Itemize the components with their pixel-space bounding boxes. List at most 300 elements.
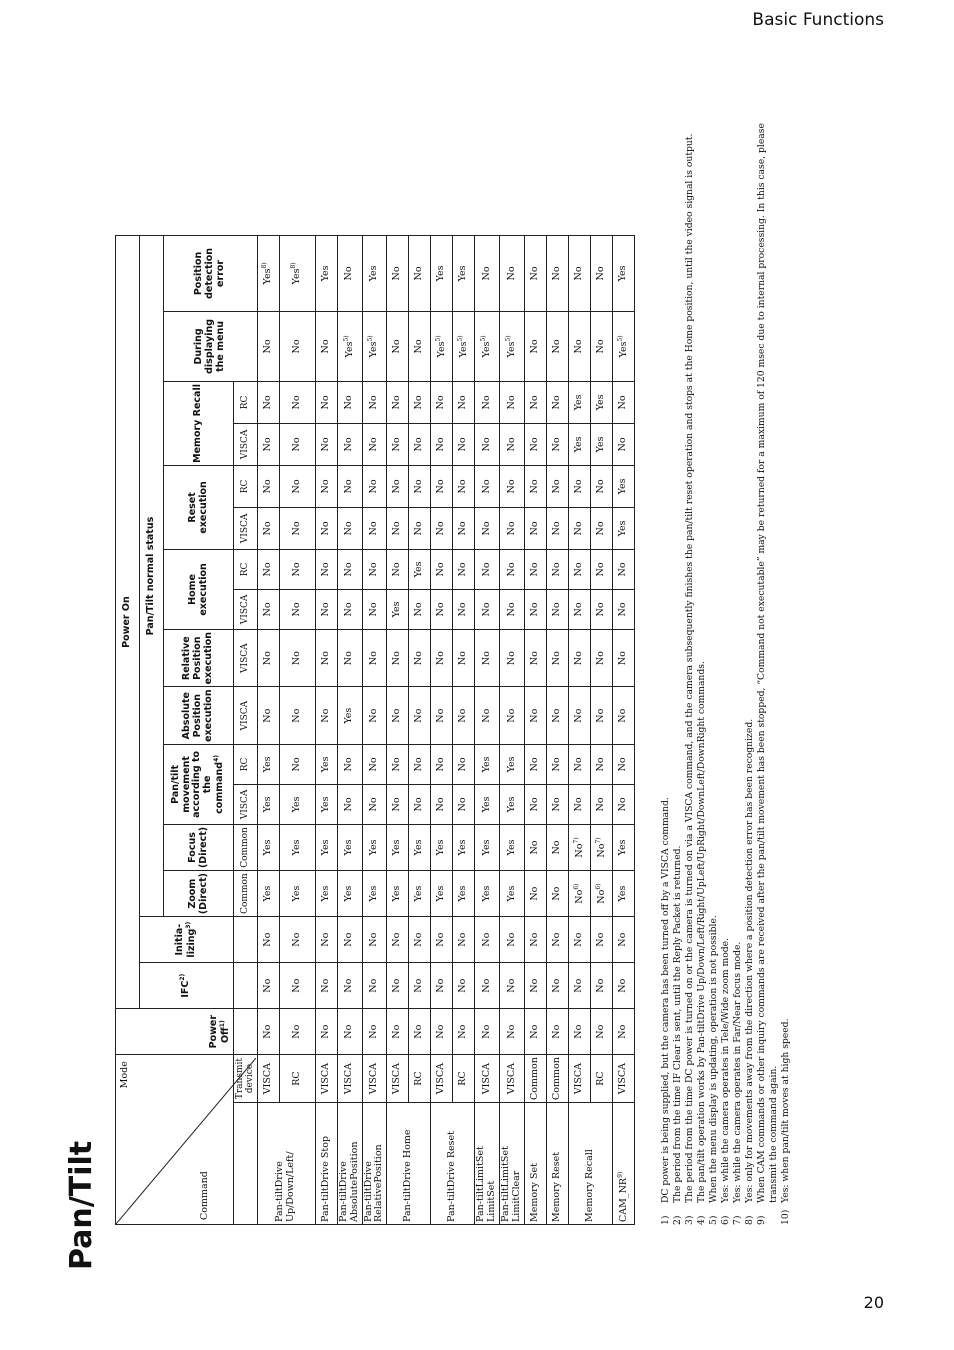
command-label: Command	[199, 1171, 211, 1220]
footnote: 9) When CAM commands or other inquiry commands are received after the pan/tilt movement has been stopped, “Command not executable” may be returned for a maximum of 120 msec due to internal processing. In this case, please transmit the command again.	[755, 123, 779, 1225]
value-cell: No	[362, 465, 387, 507]
menu-header: During displaying the menu	[164, 311, 258, 381]
value-cell: No	[613, 784, 635, 824]
value-cell: Yes	[475, 744, 500, 784]
value-cell: No	[525, 465, 547, 507]
value-cell: No	[409, 507, 431, 549]
table-row	[279, 235, 315, 1224]
value-cell: No	[591, 1009, 613, 1055]
sub-visca: VISCA	[234, 629, 258, 687]
focus-header: Focus (Direct)	[164, 824, 234, 870]
table-row	[431, 235, 453, 1224]
value-cell: No	[315, 629, 337, 687]
transmit-device-cell: VISCA	[431, 1055, 453, 1103]
value-cell: No	[279, 963, 315, 1009]
value-cell: No	[525, 871, 547, 917]
value-cell: No	[431, 589, 453, 629]
position-error-cell: No	[500, 235, 525, 311]
value-cell: No	[475, 507, 500, 549]
command-cell: Pan-tiltLimitSet LimitClear	[500, 1103, 525, 1225]
value-cell: No	[453, 507, 475, 549]
value-cell: No$^{7)}$	[569, 824, 591, 870]
value-cell: No	[409, 589, 431, 629]
value-cell: No	[500, 1009, 525, 1055]
command-cell: Pan-tiltDrive AbsolutePosition	[337, 1103, 362, 1225]
value-cell: No	[431, 507, 453, 549]
value-cell: No	[547, 549, 569, 589]
value-cell: No	[431, 1009, 453, 1055]
value-cell: No	[387, 507, 409, 549]
value-cell: No	[453, 589, 475, 629]
value-cell: No	[337, 423, 362, 465]
value-cell: No	[547, 687, 569, 744]
footnote: 1) DC power is being supplied, but the camera has been turned off by a VISCA command.	[660, 797, 671, 1225]
table-row	[337, 235, 362, 1224]
transmit-device-cell: VISCA	[475, 1055, 500, 1103]
value-cell: No	[591, 589, 613, 629]
command-cell: Pan-tiltDrive Stop	[315, 1103, 337, 1225]
value-cell: No	[257, 687, 279, 744]
value-cell: No	[453, 687, 475, 744]
transmit-device-cell: Common	[525, 1055, 547, 1103]
value-cell: No	[409, 311, 431, 381]
position-error-cell: No	[409, 235, 431, 311]
value-cell: No	[409, 687, 431, 744]
value-cell: Yes	[591, 423, 613, 465]
value-cell: No	[500, 917, 525, 963]
value-cell: No	[279, 1009, 315, 1055]
footnote: 7) Yes: while the camera operates in Far/Near focus mode.	[731, 941, 743, 1225]
value-cell: No	[525, 744, 547, 784]
value-cell: Yes	[569, 381, 591, 423]
value-cell: No	[362, 687, 387, 744]
position-error-cell: No	[525, 235, 547, 311]
value-cell: Yes	[279, 871, 315, 917]
value-cell: No	[569, 963, 591, 1009]
value-cell: No	[279, 589, 315, 629]
value-cell: No	[409, 423, 431, 465]
table-row	[613, 235, 635, 1224]
value-cell: Yes	[453, 824, 475, 870]
value-cell: No	[362, 744, 387, 784]
value-cell: No	[362, 423, 387, 465]
value-cell: Yes	[409, 549, 431, 589]
value-cell: No	[591, 963, 613, 1009]
transmit-device-cell: VISCA	[362, 1055, 387, 1103]
value-cell: No	[453, 549, 475, 589]
value-cell: No	[362, 381, 387, 423]
value-cell: No	[613, 423, 635, 465]
value-cell: No	[569, 507, 591, 549]
value-cell: No	[431, 423, 453, 465]
value-cell: No	[525, 687, 547, 744]
value-cell: No	[431, 549, 453, 589]
value-cell: No	[547, 381, 569, 423]
value-cell: Yes	[279, 824, 315, 870]
value-cell: No	[547, 744, 569, 784]
value-cell: No	[337, 507, 362, 549]
sub-visca: VISCA	[234, 423, 258, 465]
value-cell: No	[613, 381, 635, 423]
position-error-cell: Yes	[453, 235, 475, 311]
value-cell: No	[475, 589, 500, 629]
mode-label: Mode	[119, 1061, 130, 1089]
value-cell: No	[257, 465, 279, 507]
value-cell: No	[387, 1009, 409, 1055]
table-row	[453, 235, 475, 1224]
value-cell: No	[475, 629, 500, 687]
value-cell: No	[337, 963, 362, 1009]
value-cell: No	[613, 917, 635, 963]
value-cell: No	[431, 629, 453, 687]
value-cell: No	[500, 465, 525, 507]
value-cell: No	[500, 507, 525, 549]
value-cell: Yes	[387, 589, 409, 629]
value-cell: No	[362, 507, 387, 549]
sub-common: Common	[234, 824, 258, 870]
value-cell: Yes$^{5)}$	[613, 311, 635, 381]
value-cell: No	[613, 1009, 635, 1055]
initializing-header: Initia-lizing	[174, 923, 198, 958]
page-title: Pan/Tilt	[64, 1140, 99, 1270]
value-cell: Yes	[500, 824, 525, 870]
value-cell: No$^{6)}$	[591, 871, 613, 917]
value-cell: No	[500, 589, 525, 629]
power-on-header: Power On	[116, 235, 140, 1008]
command-cell: Pan-tiltDrive Home	[387, 1103, 431, 1225]
value-cell: No	[337, 589, 362, 629]
value-cell: No	[547, 629, 569, 687]
value-cell: No	[362, 629, 387, 687]
value-cell: Yes	[362, 871, 387, 917]
sub-common: Common	[234, 871, 258, 917]
value-cell: Yes	[569, 423, 591, 465]
transmit-device-cell: VISCA	[257, 1055, 279, 1103]
value-cell: No	[279, 465, 315, 507]
value-cell: No	[362, 589, 387, 629]
value-cell: No	[613, 589, 635, 629]
value-cell: No	[569, 465, 591, 507]
value-cell: No	[525, 917, 547, 963]
value-cell: No	[315, 963, 337, 1009]
value-cell: No	[279, 381, 315, 423]
value-cell: Yes$^{5)}$	[500, 311, 525, 381]
value-cell: Yes	[387, 871, 409, 917]
transmit-device-cell: RC	[409, 1055, 431, 1103]
value-cell: No	[453, 963, 475, 1009]
home-header: Home execution	[164, 549, 234, 629]
value-cell: No	[257, 1009, 279, 1055]
ifc-header: IFC	[180, 980, 192, 998]
value-cell: No	[613, 744, 635, 784]
table-row	[362, 235, 387, 1224]
value-cell: No	[453, 784, 475, 824]
value-cell: No	[547, 589, 569, 629]
value-cell: No	[525, 311, 547, 381]
value-cell: No	[387, 917, 409, 963]
value-cell: No	[315, 423, 337, 465]
value-cell: Yes	[409, 871, 431, 917]
value-cell: No	[569, 549, 591, 589]
value-cell: Yes	[475, 871, 500, 917]
value-cell: No	[591, 507, 613, 549]
value-cell: No	[387, 465, 409, 507]
value-cell: No	[409, 629, 431, 687]
value-cell: No	[453, 381, 475, 423]
value-cell: No	[387, 687, 409, 744]
value-cell: No	[613, 963, 635, 1009]
value-cell: No	[569, 744, 591, 784]
value-cell: No	[500, 629, 525, 687]
value-cell: Yes	[279, 784, 315, 824]
value-cell: Yes	[315, 744, 337, 784]
value-cell: No	[475, 549, 500, 589]
command-cell: CAM_NR$^{9)}$	[613, 1103, 635, 1225]
value-cell: Yes	[431, 871, 453, 917]
sub-visca: VISCA	[234, 687, 258, 744]
value-cell: No	[500, 687, 525, 744]
value-cell: No	[315, 465, 337, 507]
value-cell: No	[591, 465, 613, 507]
value-cell: No	[337, 917, 362, 963]
value-cell: No	[500, 549, 525, 589]
value-cell: No	[257, 549, 279, 589]
transmit-device-cell: RC	[453, 1055, 475, 1103]
value-cell: No	[409, 744, 431, 784]
value-cell: No	[257, 507, 279, 549]
normal-status-header: Pan/Tilt normal status	[140, 235, 164, 916]
value-cell: No	[279, 917, 315, 963]
value-cell: No	[337, 1009, 362, 1055]
value-cell: No	[257, 629, 279, 687]
value-cell: No	[337, 744, 362, 784]
value-cell: No	[591, 917, 613, 963]
value-cell: No	[591, 311, 613, 381]
value-cell: No	[409, 963, 431, 1009]
value-cell: No	[525, 1009, 547, 1055]
value-cell: No	[591, 549, 613, 589]
section-header: Basic Functions	[752, 10, 884, 30]
table-row	[500, 235, 525, 1224]
command-cell: Pan-tiltDrive Reset	[431, 1103, 475, 1225]
value-cell: Yes	[257, 824, 279, 870]
value-cell: No	[315, 917, 337, 963]
footnote: 8) Yes: only for movements away from the direction where a position detection error has been recognized.	[743, 718, 755, 1225]
value-cell: Yes	[315, 784, 337, 824]
value-cell: No	[431, 381, 453, 423]
value-cell: No	[315, 687, 337, 744]
value-cell: No	[337, 549, 362, 589]
footnotes	[660, 85, 791, 1225]
value-cell: No	[525, 824, 547, 870]
value-cell: No	[387, 381, 409, 423]
value-cell: No	[475, 465, 500, 507]
value-cell: No	[453, 744, 475, 784]
transmit-device-cell: VISCA	[315, 1055, 337, 1103]
value-cell: No	[387, 423, 409, 465]
value-cell: Yes	[613, 465, 635, 507]
value-cell: No	[591, 629, 613, 687]
value-cell: No	[279, 687, 315, 744]
value-cell: No	[613, 687, 635, 744]
value-cell: Yes	[337, 824, 362, 870]
value-cell: Yes	[500, 784, 525, 824]
sub-visca: VISCA	[234, 784, 258, 824]
value-cell: No	[500, 423, 525, 465]
value-cell: No	[547, 963, 569, 1009]
value-cell: No	[613, 629, 635, 687]
transmit-device-cell: VISCA	[613, 1055, 635, 1103]
value-cell: Yes	[475, 824, 500, 870]
value-cell: No	[525, 549, 547, 589]
value-cell: Yes$^{5)}$	[453, 311, 475, 381]
value-cell: No	[547, 784, 569, 824]
value-cell: Yes	[453, 871, 475, 917]
value-cell: No	[387, 744, 409, 784]
value-cell: No	[475, 963, 500, 1009]
position-error-cell: Yes$^{8)}$	[279, 235, 315, 311]
table-row	[475, 235, 500, 1224]
value-cell: No	[387, 629, 409, 687]
memory-recall-header: Memory Recall	[164, 381, 234, 465]
value-cell: No	[525, 629, 547, 687]
value-cell: No	[547, 423, 569, 465]
value-cell: Yes	[337, 871, 362, 917]
value-cell: No	[453, 1009, 475, 1055]
absolute-header: Absolute Position execution	[164, 687, 234, 744]
value-cell: No	[475, 423, 500, 465]
value-cell: No	[500, 381, 525, 423]
value-cell: No	[315, 1009, 337, 1055]
value-cell: No	[547, 871, 569, 917]
value-cell: Yes	[500, 744, 525, 784]
position-error-header: Position detection error	[164, 235, 258, 311]
value-cell: No	[279, 744, 315, 784]
position-error-cell: No	[547, 235, 569, 311]
value-cell: No	[475, 687, 500, 744]
value-cell: No	[569, 784, 591, 824]
pt-move-header: Pan/tilt movement according to the command	[169, 750, 226, 818]
value-cell: No	[453, 423, 475, 465]
value-cell: No	[431, 744, 453, 784]
value-cell: No	[525, 784, 547, 824]
value-cell: No	[525, 589, 547, 629]
value-cell: No	[500, 963, 525, 1009]
value-cell: Yes	[613, 871, 635, 917]
value-cell: No	[257, 589, 279, 629]
sub-rc: RC	[234, 465, 258, 507]
value-cell: No	[315, 589, 337, 629]
sub-visca: VISCA	[234, 507, 258, 549]
value-cell: Yes	[387, 824, 409, 870]
value-cell: No	[547, 824, 569, 870]
page-number: 20	[863, 1293, 884, 1312]
diagonal-divider	[116, 1058, 256, 1224]
value-cell: No	[257, 963, 279, 1009]
value-cell: No	[362, 917, 387, 963]
value-cell: No	[547, 1009, 569, 1055]
value-cell: No	[279, 311, 315, 381]
value-cell: Yes	[613, 824, 635, 870]
value-cell: Yes	[613, 507, 635, 549]
value-cell: No	[547, 311, 569, 381]
value-cell: No	[387, 784, 409, 824]
sub-rc: RC	[234, 549, 258, 589]
value-cell: No	[525, 381, 547, 423]
position-error-cell: Yes	[613, 235, 635, 311]
value-cell: No	[431, 963, 453, 1009]
value-cell: No	[431, 465, 453, 507]
transmit-device-cell: RC	[591, 1055, 613, 1103]
value-cell: No	[409, 784, 431, 824]
value-cell: Yes	[409, 824, 431, 870]
transmit-device-header: Transmit device	[234, 1055, 258, 1103]
command-cell: Memory Recall	[569, 1103, 613, 1225]
value-cell: No	[257, 311, 279, 381]
value-cell: Yes$^{5)}$	[431, 311, 453, 381]
value-cell: No	[257, 423, 279, 465]
value-cell: No	[525, 507, 547, 549]
value-cell: No	[547, 465, 569, 507]
value-cell: No	[569, 311, 591, 381]
footnote: 3) The period from the time DC power is turned on or the camera is turned on via a VISCA command, and the camera subsequently finishes the pan/tilt reset operation and stops at the Home position, until the video signal is output.	[683, 133, 695, 1225]
position-error-cell: No	[387, 235, 409, 311]
position-error-cell: No	[475, 235, 500, 311]
pan-tilt-table: Mode Command Power Off$^{1)}$ Power On IFC$^{2)}$ Initia-lizing$^{3)}$ Pan/Tilt normal status Zoom (Direct) Focus (Direct) Pan/tilt movement according to the command$^{4)}$ Absolute Position execution Relative Position execution Home execution Reset execution Memory Recall During displaying the menu Position detection error Transmit device Common Common VISCA RC VISCA VISCA VISCA RC VISCA RC VISCA RC Pan-tiltDrive Up/Down/Left/ VISCA No No No Yes Yes Yes Yes No No No No No No No No No Yes$^{8)}$ RC No No No Yes Yes Yes No No No No No No No No No No Yes$^{8)}$ Pan-tiltDrive Stop VISCA No No No Yes Yes Yes Yes No No No No No No No No No Yes Pan-tiltDrive AbsolutePosition VISCA No No No Yes Yes No No Yes No No No No No No No Yes$^{5)}$ No Pan-tiltDrive RelativePosition VISCA No No No Yes Yes No No No No No No No No No No Yes$^{5)}$ Yes Pan-tiltDrive Home VISCA No No No Yes Yes No No No No Yes No No No No No No No RC No No No Yes Yes No No No No No Yes No No No No No No Pan-tiltDrive Reset VISCA No No No Yes Yes No No No No No No No No No No Yes$^{5)}$ Yes RC No No No Yes Yes No No No No No No No No No No Yes$^{5)}$ Yes Pan-tiltLimitSet LimitSet VISCA No No No Yes Yes Yes Yes No No No No No No No No Yes$^{5)}$ No Pan-tiltLimitSet LimitClear VISCA No No No Yes Yes Yes Yes No No No No No No No No Yes$^{5)}$ No Memory Set Common No No No No No No No No No No No No No No No No No Memory Reset Common No No No No No No No No No No No No No No No No No Memory Recall VISCA No No No No$^{6)}$ No$^{7)}$ No No No No No No No No Yes Yes No No RC No No No No$^{6)}$ No$^{7)}$ No No No No No No No No Yes Yes No No CAM_NR$^{9)}$ VISCA No No No Yes Yes No No No No No No Yes Yes No No Yes$^{5)}$ Yes	[115, 235, 635, 1225]
value-cell: No	[591, 784, 613, 824]
value-cell: No	[387, 549, 409, 589]
value-cell: No	[279, 423, 315, 465]
value-cell: No	[453, 917, 475, 963]
value-cell: No	[279, 629, 315, 687]
value-cell: No	[409, 465, 431, 507]
transmit-device-cell: Common	[547, 1055, 569, 1103]
value-cell: No	[337, 629, 362, 687]
transmit-device-cell: VISCA	[569, 1055, 591, 1103]
footnote: 6) Yes: while the camera operates in Tele/Wide zoom mode.	[719, 937, 731, 1225]
value-cell: No$^{7)}$	[591, 824, 613, 870]
position-error-cell: Yes$^{8)}$	[257, 235, 279, 311]
value-cell: No	[547, 917, 569, 963]
footnote: 10) Yes: when pan/tilt moves at high speed.	[779, 1018, 791, 1225]
value-cell: Yes	[315, 824, 337, 870]
value-cell: No	[279, 507, 315, 549]
table-row	[591, 235, 613, 1224]
transmit-device-cell: VISCA	[500, 1055, 525, 1103]
value-cell: No	[315, 549, 337, 589]
value-cell: No	[337, 465, 362, 507]
position-error-cell: Yes	[362, 235, 387, 311]
value-cell: Yes	[315, 871, 337, 917]
position-error-cell: No	[569, 235, 591, 311]
table-row	[387, 235, 409, 1224]
value-cell: Yes$^{5)}$	[337, 311, 362, 381]
value-cell: No	[387, 311, 409, 381]
value-cell: No	[362, 1009, 387, 1055]
value-cell: No	[362, 784, 387, 824]
transmit-device-cell: VISCA	[337, 1055, 362, 1103]
value-cell: No	[569, 1009, 591, 1055]
value-cell: No	[569, 589, 591, 629]
command-cell: Memory Reset	[547, 1103, 569, 1225]
sub-rc: RC	[234, 744, 258, 784]
value-cell: Yes	[257, 744, 279, 784]
transmit-device-cell: RC	[279, 1055, 315, 1103]
table-row	[547, 235, 569, 1224]
table-row	[569, 235, 591, 1224]
value-cell: No	[315, 507, 337, 549]
command-cell: Pan-tiltDrive RelativePosition	[362, 1103, 387, 1225]
